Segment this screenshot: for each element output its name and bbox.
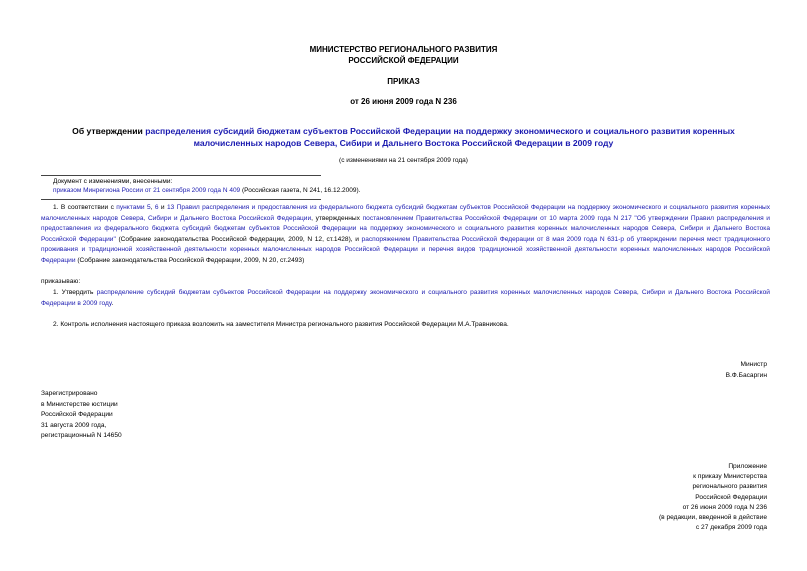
registration-block — [41, 389, 122, 442]
changes-note — [53, 177, 360, 195]
appendix-line: с 27 декабря 2009 года — [695, 524, 767, 532]
item1-suffix: . — [111, 299, 114, 307]
ministry-name-line1: МИНИСТЕРСТВО РЕГИОНАЛЬНОГО РАЗВИТИЯ — [309, 45, 498, 54]
title-prefix: Об утверждении — [72, 126, 146, 136]
p1-text-2: , — [150, 204, 155, 211]
p1-link-points-5[interactable]: пунктами 5 — [116, 204, 151, 211]
document-date-number: от 26 июня 2009 года N 236 — [350, 97, 457, 106]
appendix-line: Российской Федерации — [695, 493, 767, 501]
p1-text-1: 1. В соответствии с — [53, 204, 117, 211]
p1-link-rules[interactable]: 13 Правил распределения и предоставления из федерального бюджета субсидий бюджетам субъектов Российской Федерации на поддержку экономического и социального развития коренных малочисленных народов Севера, Сибири и Дальнего Востока Российской Федерации — [41, 204, 771, 222]
registration-line: Зарегистрировано — [41, 390, 98, 397]
signature-name: В.Ф.Басаргин — [725, 371, 767, 379]
paragraph-1 — [41, 203, 770, 266]
p1-link-point-6[interactable]: 6 — [154, 204, 159, 211]
document-title — [40, 125, 767, 149]
document-type: ПРИКАЗ — [387, 77, 420, 86]
registration-line: 31 августа 2009 года, — [41, 421, 107, 429]
appendix-block — [659, 462, 767, 533]
changes-link[interactable]: приказом Минрегиона России от 21 сентября 2009 года N 409 — [53, 187, 241, 194]
registration-line: Российской Федерации — [41, 411, 113, 418]
signature-position: Министр — [740, 361, 767, 368]
changes-intro: Документ с изменениями, внесенными: — [53, 178, 173, 185]
item-1 — [41, 288, 770, 309]
appendix-line: от 26 июня 2009 года N 236 — [682, 503, 767, 511]
p1-text-6: (Собрание законодательства Российской Федерации, 2009, N 20, ст.2493) — [75, 256, 305, 264]
item1-prefix: 1. Утвердить — [53, 289, 97, 296]
item-2: 2. Контроль исполнения настоящего приказа возложить на заместителя Министра регионального развития Российской Федерации М.А.Травникова. — [53, 321, 509, 328]
order-word: приказываю: — [41, 278, 81, 285]
registration-line: в Министерстве юстиции — [41, 400, 118, 408]
registration-line: регистрационный N 14650 — [41, 432, 122, 439]
changes-tail: (Российская газета, N 241, 16.12.2009). — [240, 187, 361, 194]
title-link[interactable]: распределения субсидий бюджетам субъектов Российской Федерации на поддержку экономического и социального развития коренных малочисленных народов Севера, Сибири и Дальнего Востока Российской Федерации в 2009 году — [145, 126, 735, 148]
appendix-line: к приказу Министерства — [693, 473, 767, 481]
changes-line — [53, 186, 360, 195]
divider-bottom — [41, 199, 321, 200]
appendix-line: Приложение — [728, 463, 767, 470]
p1-link-order[interactable]: распоряжением Правительства Российской Федерации от 8 мая 2009 года N 631-р об утверждении перечня мест традиционного проживания и традиционной хозяйственной деятельности коренных малочисленных народов Российской Федерации и перечня видов традиционной хозяйственной деятельности коренных малочисленных народов Российской Федерации — [41, 235, 770, 264]
p1-text-4: , утвержденных — [311, 214, 363, 222]
item1-link[interactable]: распределение субсидий бюджетам субъектов Российской Федерации на поддержку экономического и социального развития коренных малочисленных народов Севера, Сибири и Дальнего Востока Российской Федерации в 2009 году — [41, 289, 770, 307]
appendix-line: регионального развития — [692, 483, 767, 491]
p1-link-resolution[interactable]: постановлением Правительства Российской Федерации от 10 марта 2009 года N 217 "Об утверждении Правил распределения и предоставления из федерального бюджета субсидий бюджетам субъектов Российской Федерации на поддержку экономического и социального развития коренных малочисленных народов Севера, Сибири и Дальнего Востока Российской Федерации" — [41, 214, 770, 243]
appendix-line: (в редакции, введенной в действие — [658, 514, 767, 522]
p1-text-3: и — [158, 204, 167, 211]
ministry-name-line2: РОССИЙСКОЙ ФЕДЕРАЦИИ — [348, 56, 459, 65]
signature-block — [726, 360, 767, 381]
p1-text-5: (Собрание законодательства Российской Федерации, 2009, N 12, ст.1428), и — [115, 235, 362, 243]
edition-note: (с изменениями на 21 сентября 2009 года) — [339, 157, 468, 164]
divider-top — [41, 175, 321, 176]
